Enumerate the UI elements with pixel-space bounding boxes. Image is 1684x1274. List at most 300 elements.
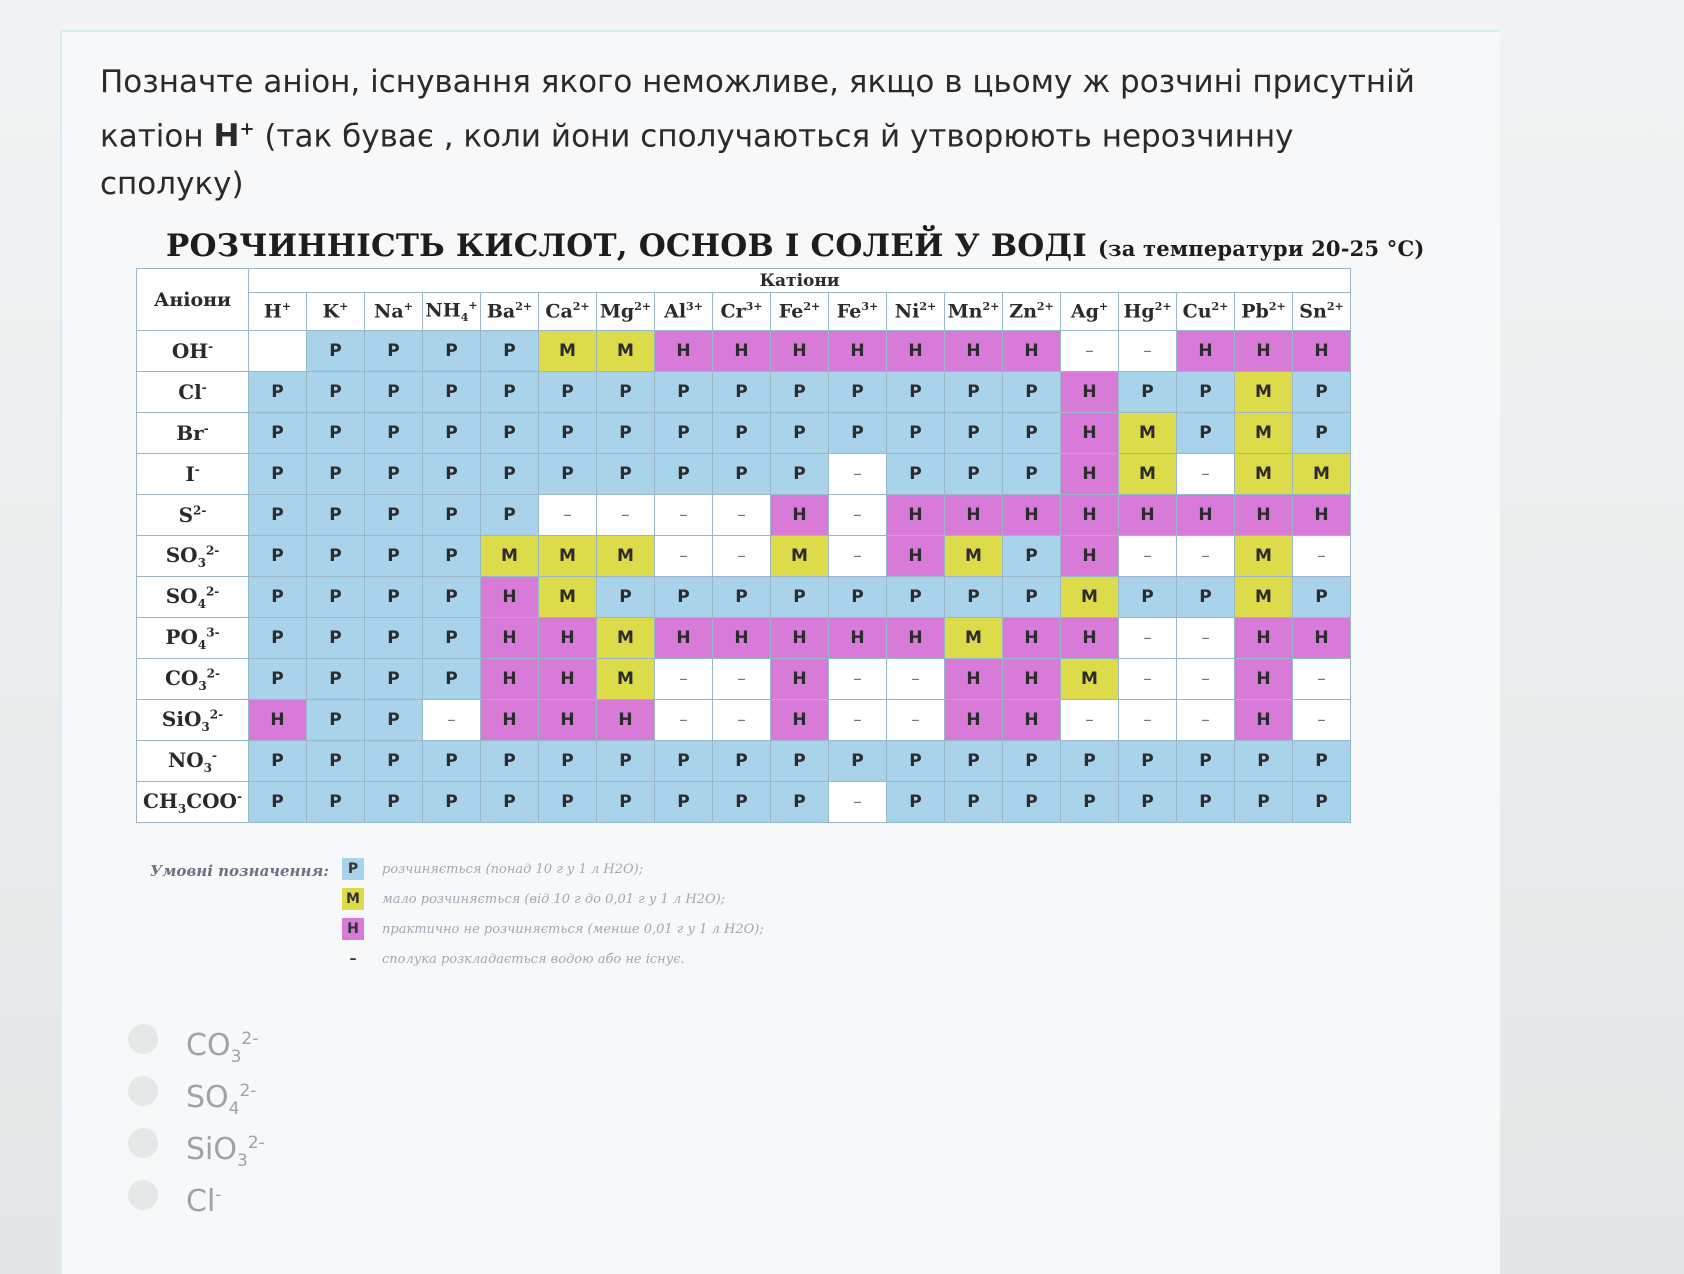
cation-header-1: K+ bbox=[307, 293, 365, 331]
solubility-cell: Н bbox=[945, 331, 1003, 372]
solubility-cell: – bbox=[713, 536, 771, 577]
legend-text: сполука розкладається водою або не існує. bbox=[382, 951, 685, 967]
solubility-table-title: РОЗЧИННІСТЬ КИСЛОТ, ОСНОВ І СОЛЕЙ У ВОДІ (за температури 20-25 °С) bbox=[166, 228, 1425, 264]
solubility-cell: Н bbox=[1177, 495, 1235, 536]
solubility-cell: Н bbox=[771, 700, 829, 741]
solubility-cell: Н bbox=[945, 700, 1003, 741]
solubility-cell: Р bbox=[307, 618, 365, 659]
solubility-cell: Н bbox=[655, 618, 713, 659]
solubility-cell: Р bbox=[887, 413, 945, 454]
solubility-cell: Р bbox=[713, 372, 771, 413]
solubility-cell: М bbox=[1293, 454, 1351, 495]
solubility-cell: – bbox=[597, 495, 655, 536]
solubility-cell: Р bbox=[423, 536, 481, 577]
cation-header-2: Na+ bbox=[365, 293, 423, 331]
solubility-cell: Р bbox=[887, 372, 945, 413]
solubility-cell: Н bbox=[539, 618, 597, 659]
legend-key: Р bbox=[342, 858, 364, 880]
solubility-cell: Р bbox=[945, 413, 1003, 454]
solubility-cell: Р bbox=[481, 331, 539, 372]
solubility-cell: Н bbox=[481, 618, 539, 659]
solubility-cell: Р bbox=[713, 741, 771, 782]
legend-item bbox=[342, 888, 725, 914]
cation-header-0: H+ bbox=[249, 293, 307, 331]
solubility-cell: Р bbox=[1003, 536, 1061, 577]
solubility-cell: Р bbox=[655, 782, 713, 823]
solubility-cell: Р bbox=[655, 741, 713, 782]
solubility-cell: – bbox=[713, 700, 771, 741]
anion-label: $PO_4^{3-}$ bbox=[137, 618, 249, 659]
solubility-cell: Р bbox=[771, 741, 829, 782]
solubility-cell: Р bbox=[365, 413, 423, 454]
solubility-cell: Р bbox=[481, 741, 539, 782]
solubility-cell: Р bbox=[713, 577, 771, 618]
solubility-cell: М bbox=[1061, 659, 1119, 700]
solubility-cell: Р bbox=[655, 454, 713, 495]
table-row bbox=[137, 413, 1351, 454]
anions-header: Аніони bbox=[137, 269, 249, 331]
anion-label: Cl- bbox=[137, 372, 249, 413]
solubility-cell: – bbox=[1293, 659, 1351, 700]
solubility-cell: Р bbox=[481, 495, 539, 536]
cation-header-12: $Mn^{2+}$ bbox=[945, 293, 1003, 331]
anion-label: $S^{2-}$ bbox=[137, 495, 249, 536]
solubility-cell: М bbox=[771, 536, 829, 577]
solubility-cell: Р bbox=[1003, 741, 1061, 782]
solubility-cell: Р bbox=[307, 659, 365, 700]
table-row bbox=[137, 495, 1351, 536]
solubility-cell: Р bbox=[655, 413, 713, 454]
solubility-cell: Р bbox=[1293, 782, 1351, 823]
solubility-cell: – bbox=[887, 659, 945, 700]
solubility-cell: Р bbox=[1235, 782, 1293, 823]
solubility-cell: Р bbox=[1177, 741, 1235, 782]
solubility-cell: Н bbox=[481, 659, 539, 700]
solubility-cell: Р bbox=[597, 741, 655, 782]
solubility-cell: Р bbox=[539, 741, 597, 782]
solubility-cell: Р bbox=[307, 782, 365, 823]
solubility-cell: Р bbox=[365, 454, 423, 495]
solubility-cell: Н bbox=[1003, 700, 1061, 741]
solubility-cell: Н bbox=[1003, 618, 1061, 659]
solubility-cell: Н bbox=[249, 700, 307, 741]
solubility-cell: Р bbox=[771, 454, 829, 495]
solubility-cell: – bbox=[1177, 700, 1235, 741]
solubility-cell: Р bbox=[771, 413, 829, 454]
anion-label: $NO_3^-$ bbox=[137, 741, 249, 782]
table-row bbox=[137, 372, 1351, 413]
solubility-cell: Р bbox=[423, 495, 481, 536]
solubility-cell: Р bbox=[1119, 577, 1177, 618]
radio-button[interactable] bbox=[128, 1076, 158, 1106]
solubility-cell: Р bbox=[1119, 782, 1177, 823]
option-label[interactable]: Cl- bbox=[186, 1184, 222, 1219]
solubility-cell: Н bbox=[887, 536, 945, 577]
anion-label: $CO_3^{2-}$ bbox=[137, 659, 249, 700]
solubility-cell: М bbox=[597, 331, 655, 372]
solubility-cell: Н bbox=[481, 700, 539, 741]
solubility-cell: Р bbox=[423, 782, 481, 823]
solubility-cell: Р bbox=[249, 536, 307, 577]
solubility-cell: Р bbox=[1177, 413, 1235, 454]
solubility-cell: М bbox=[1235, 413, 1293, 454]
cation-header-10: $Fe^{3+}$ bbox=[829, 293, 887, 331]
anion-label: SiO$_3^{2-}$ bbox=[137, 700, 249, 741]
cation-header-13: $Zn^{2+}$ bbox=[1003, 293, 1061, 331]
solubility-cell: Н bbox=[1061, 618, 1119, 659]
solubility-cell: Р bbox=[1061, 782, 1119, 823]
solubility-cell: Н bbox=[771, 618, 829, 659]
radio-button[interactable] bbox=[128, 1024, 158, 1054]
solubility-cell: Р bbox=[539, 413, 597, 454]
solubility-cell: – bbox=[713, 659, 771, 700]
solubility-cell: – bbox=[655, 536, 713, 577]
solubility-cell: Р bbox=[423, 372, 481, 413]
solubility-cell: М bbox=[597, 659, 655, 700]
solubility-cell: М bbox=[597, 618, 655, 659]
solubility-cell: Р bbox=[307, 413, 365, 454]
solubility-cell: Р bbox=[423, 659, 481, 700]
solubility-cell: Р bbox=[945, 372, 1003, 413]
solubility-cell: Р bbox=[887, 577, 945, 618]
solubility-cell: Р bbox=[1003, 454, 1061, 495]
solubility-cell: М bbox=[1235, 536, 1293, 577]
solubility-cell: – bbox=[1177, 618, 1235, 659]
anion-label: Br- bbox=[137, 413, 249, 454]
table-row bbox=[137, 331, 1351, 372]
legend-item bbox=[342, 858, 643, 884]
option-label[interactable]: SiO$_3^{2-}$ bbox=[186, 1132, 265, 1171]
solubility-cell: Р bbox=[481, 372, 539, 413]
cation-header-7: $Al^{3+}$ bbox=[655, 293, 713, 331]
question-line-2: катіон H+ (так буває , коли йони сполучаються й утворюють нерозчинну bbox=[100, 118, 1294, 155]
solubility-cell: – bbox=[539, 495, 597, 536]
solubility-cell: Н bbox=[1061, 413, 1119, 454]
solubility-cell: Р bbox=[1177, 782, 1235, 823]
solubility-cell: Н bbox=[1061, 372, 1119, 413]
legend-title: Умовні позначення: bbox=[150, 862, 329, 880]
solubility-cell: Н bbox=[829, 331, 887, 372]
solubility-cell: Р bbox=[249, 741, 307, 782]
solubility-cell: Н bbox=[655, 331, 713, 372]
solubility-cell: Р bbox=[1119, 372, 1177, 413]
solubility-cell: Р bbox=[1061, 741, 1119, 782]
anion-label: $SO_4^{2-}$ bbox=[137, 577, 249, 618]
solubility-cell: М bbox=[539, 577, 597, 618]
solubility-cell: М bbox=[597, 536, 655, 577]
cation-h: H+ bbox=[213, 118, 255, 155]
solubility-cell: – bbox=[1061, 331, 1119, 372]
table-row bbox=[137, 536, 1351, 577]
solubility-cell: Р bbox=[945, 454, 1003, 495]
solubility-cell: Р bbox=[307, 495, 365, 536]
solubility-cell: Н bbox=[1003, 495, 1061, 536]
solubility-cell: – bbox=[1119, 331, 1177, 372]
solubility-cell: Р bbox=[597, 454, 655, 495]
solubility-cell: – bbox=[829, 782, 887, 823]
solubility-cell: М bbox=[945, 536, 1003, 577]
solubility-cell: Р bbox=[481, 413, 539, 454]
solubility-cell: Р bbox=[423, 618, 481, 659]
solubility-cell: – bbox=[1119, 536, 1177, 577]
anion-label: $CH_3COO^-$ bbox=[137, 782, 249, 823]
solubility-cell: Р bbox=[307, 454, 365, 495]
solubility-cell: Р bbox=[365, 495, 423, 536]
solubility-cell: Н bbox=[887, 331, 945, 372]
solubility-cell: Р bbox=[307, 700, 365, 741]
solubility-cell: Р bbox=[423, 741, 481, 782]
solubility-cell: Н bbox=[1293, 495, 1351, 536]
solubility-cell: Р bbox=[249, 413, 307, 454]
solubility-cell: Р bbox=[365, 782, 423, 823]
solubility-cell: Р bbox=[365, 741, 423, 782]
solubility-cell: Н bbox=[771, 659, 829, 700]
solubility-cell: М bbox=[539, 331, 597, 372]
solubility-cell: Р bbox=[713, 413, 771, 454]
solubility-cell: Р bbox=[1119, 741, 1177, 782]
solubility-cell: Р bbox=[829, 372, 887, 413]
solubility-cell: – bbox=[829, 659, 887, 700]
solubility-cell: Р bbox=[1177, 372, 1235, 413]
solubility-cell: Р bbox=[829, 741, 887, 782]
solubility-cell: Р bbox=[771, 372, 829, 413]
solubility-cell: Р bbox=[539, 454, 597, 495]
solubility-table bbox=[136, 268, 1351, 823]
cation-header-16: $Cu^{2+}$ bbox=[1177, 293, 1235, 331]
solubility-cell: Р bbox=[539, 372, 597, 413]
solubility-cell: Р bbox=[887, 454, 945, 495]
solubility-cell: Р bbox=[307, 331, 365, 372]
solubility-cell: Р bbox=[365, 659, 423, 700]
solubility-cell: М bbox=[1061, 577, 1119, 618]
solubility-cell: – bbox=[887, 700, 945, 741]
solubility-cell: – bbox=[1177, 454, 1235, 495]
solubility-cell: – bbox=[829, 536, 887, 577]
solubility-cell: Р bbox=[249, 454, 307, 495]
solubility-cell: Н bbox=[597, 700, 655, 741]
cation-header-14: Ag+ bbox=[1061, 293, 1119, 331]
solubility-cell: – bbox=[713, 495, 771, 536]
solubility-cell: – bbox=[655, 659, 713, 700]
solubility-cell: Н bbox=[1061, 454, 1119, 495]
solubility-cell: Р bbox=[249, 372, 307, 413]
solubility-cell: Р bbox=[713, 782, 771, 823]
solubility-cell: Р bbox=[887, 741, 945, 782]
solubility-cell: Р bbox=[249, 618, 307, 659]
solubility-cell: М bbox=[945, 618, 1003, 659]
question-text bbox=[100, 58, 1460, 208]
solubility-cell: Р bbox=[539, 782, 597, 823]
table-row bbox=[137, 454, 1351, 495]
solubility-cell: – bbox=[655, 700, 713, 741]
solubility-cell: М bbox=[539, 536, 597, 577]
solubility-cell: Р bbox=[365, 536, 423, 577]
cation-header-17: $Pb^{2+}$ bbox=[1235, 293, 1293, 331]
solubility-cell: Р bbox=[1235, 741, 1293, 782]
legend-key: М bbox=[342, 888, 364, 910]
solubility-cell: Н bbox=[771, 495, 829, 536]
solubility-cell: – bbox=[829, 454, 887, 495]
solubility-cell: Н bbox=[1177, 331, 1235, 372]
solubility-cell: Р bbox=[1177, 577, 1235, 618]
solubility-cell: Р bbox=[423, 577, 481, 618]
solubility-cell: М bbox=[1235, 454, 1293, 495]
solubility-cell bbox=[249, 331, 307, 372]
cation-header-15: $Hg^{2+}$ bbox=[1119, 293, 1177, 331]
solubility-cell: Н bbox=[1235, 331, 1293, 372]
solubility-cell: – bbox=[1177, 536, 1235, 577]
cation-header-3: $NH_4^+$ bbox=[423, 293, 481, 331]
solubility-cell: Р bbox=[365, 331, 423, 372]
solubility-cell: Р bbox=[1003, 782, 1061, 823]
legend-key: – bbox=[349, 951, 357, 967]
solubility-cell: Н bbox=[945, 659, 1003, 700]
solubility-cell: Р bbox=[597, 577, 655, 618]
solubility-cell: Н bbox=[771, 331, 829, 372]
solubility-cell: Р bbox=[249, 782, 307, 823]
cation-header-18: $Sn^{2+}$ bbox=[1293, 293, 1351, 331]
solubility-cell: Р bbox=[655, 372, 713, 413]
legend-text: розчиняється (понад 10 г у 1 л H2O); bbox=[382, 861, 644, 877]
solubility-cell: Р bbox=[1293, 741, 1351, 782]
solubility-cell: Р bbox=[365, 372, 423, 413]
solubility-cell: М bbox=[1235, 577, 1293, 618]
cations-header: Катіони bbox=[249, 269, 1351, 293]
solubility-cell: Р bbox=[597, 372, 655, 413]
solubility-cell: Н bbox=[1119, 495, 1177, 536]
radio-button[interactable] bbox=[128, 1128, 158, 1158]
solubility-cell: Н bbox=[887, 618, 945, 659]
solubility-cell: Р bbox=[945, 782, 1003, 823]
solubility-cell: Н bbox=[713, 618, 771, 659]
solubility-cell: Р bbox=[481, 454, 539, 495]
solubility-cell: Н bbox=[1235, 700, 1293, 741]
solubility-cell: Р bbox=[249, 659, 307, 700]
solubility-cell: Р bbox=[365, 618, 423, 659]
solubility-cell: – bbox=[1293, 700, 1351, 741]
solubility-cell: Р bbox=[945, 741, 1003, 782]
solubility-cell: Н bbox=[1293, 331, 1351, 372]
solubility-cell: Н bbox=[481, 577, 539, 618]
solubility-cell: М bbox=[1119, 413, 1177, 454]
cation-header-8: $Cr^{3+}$ bbox=[713, 293, 771, 331]
solubility-cell: – bbox=[1177, 659, 1235, 700]
solubility-cell: Р bbox=[423, 331, 481, 372]
solubility-cell: Р bbox=[713, 454, 771, 495]
solubility-cell: Н bbox=[887, 495, 945, 536]
cation-header-4: $Ba^{2+}$ bbox=[481, 293, 539, 331]
solubility-cell: Н bbox=[1235, 618, 1293, 659]
solubility-cell: – bbox=[1119, 618, 1177, 659]
solubility-cell: Р bbox=[1293, 577, 1351, 618]
option-label[interactable]: $CO_3^{2-}$ bbox=[186, 1028, 259, 1067]
anion-label: I- bbox=[137, 454, 249, 495]
legend-key: Н bbox=[342, 918, 364, 940]
solubility-cell: Н bbox=[1003, 331, 1061, 372]
solubility-cell: Н bbox=[1003, 659, 1061, 700]
solubility-cell: – bbox=[655, 495, 713, 536]
solubility-cell: Н bbox=[945, 495, 1003, 536]
anion-label: $SO_3^{2-}$ bbox=[137, 536, 249, 577]
solubility-cell: – bbox=[829, 495, 887, 536]
cation-header-6: $Mg^{2+}$ bbox=[597, 293, 655, 331]
cation-header-5: $Ca^{2+}$ bbox=[539, 293, 597, 331]
table-row bbox=[137, 741, 1351, 782]
solubility-cell: Н bbox=[829, 618, 887, 659]
legend-text: мало розчиняється (від 10 г до 0,01 г у 1 л H2O); bbox=[382, 891, 726, 907]
solubility-cell: Р bbox=[597, 413, 655, 454]
solubility-cell: Р bbox=[1003, 413, 1061, 454]
anion-label: OH- bbox=[137, 331, 249, 372]
solubility-cell: Р bbox=[771, 577, 829, 618]
table-row bbox=[137, 700, 1351, 741]
solubility-cell: Р bbox=[1003, 577, 1061, 618]
legend-item bbox=[342, 948, 685, 974]
solubility-cell: Р bbox=[829, 577, 887, 618]
solubility-cell: Р bbox=[1003, 372, 1061, 413]
solubility-cell: Н bbox=[1061, 495, 1119, 536]
solubility-cell: М bbox=[481, 536, 539, 577]
solubility-cell: Р bbox=[307, 536, 365, 577]
solubility-cell: Н bbox=[539, 659, 597, 700]
solubility-cell: Н bbox=[539, 700, 597, 741]
option-label[interactable]: $SO_4^{2-}$ bbox=[186, 1080, 257, 1119]
solubility-cell: Р bbox=[597, 782, 655, 823]
solubility-cell: М bbox=[1119, 454, 1177, 495]
solubility-cell: Р bbox=[481, 782, 539, 823]
solubility-cell: Р bbox=[365, 700, 423, 741]
solubility-cell: Р bbox=[365, 577, 423, 618]
solubility-cell: Р bbox=[655, 577, 713, 618]
solubility-cell: Р bbox=[249, 577, 307, 618]
solubility-cell: – bbox=[1293, 536, 1351, 577]
question-line-3: сполуку) bbox=[100, 166, 244, 203]
table-row bbox=[137, 782, 1351, 823]
solubility-cell: М bbox=[1235, 372, 1293, 413]
solubility-cell: Р bbox=[1293, 413, 1351, 454]
solubility-cell: Р bbox=[423, 413, 481, 454]
solubility-cell: – bbox=[1119, 700, 1177, 741]
table-row bbox=[137, 577, 1351, 618]
solubility-cell: Н bbox=[1235, 659, 1293, 700]
legend-item bbox=[342, 918, 764, 944]
solubility-cell: Р bbox=[423, 454, 481, 495]
solubility-cell: – bbox=[1061, 700, 1119, 741]
solubility-cell: – bbox=[1119, 659, 1177, 700]
solubility-cell: Р bbox=[1293, 372, 1351, 413]
solubility-cell: Р bbox=[307, 577, 365, 618]
cation-header-9: $Fe^{2+}$ bbox=[771, 293, 829, 331]
solubility-cell: Р bbox=[307, 741, 365, 782]
cation-header-11: $Ni^{2+}$ bbox=[887, 293, 945, 331]
table-row bbox=[137, 618, 1351, 659]
solubility-cell: Р bbox=[887, 782, 945, 823]
solubility-cell: – bbox=[829, 700, 887, 741]
solubility-cell: Н bbox=[1293, 618, 1351, 659]
solubility-cell: Н bbox=[1235, 495, 1293, 536]
solubility-cell: Р bbox=[771, 782, 829, 823]
solubility-cell: Р bbox=[307, 372, 365, 413]
question-line-1: Позначте аніон, існування якого неможливе, якщо в цьому ж розчині присутній bbox=[100, 64, 1415, 100]
solubility-cell: Р bbox=[945, 577, 1003, 618]
solubility-cell: Р bbox=[249, 495, 307, 536]
solubility-cell: – bbox=[423, 700, 481, 741]
solubility-cell: Р bbox=[829, 413, 887, 454]
table-row bbox=[137, 659, 1351, 700]
solubility-cell: Н bbox=[1061, 536, 1119, 577]
radio-button[interactable] bbox=[128, 1180, 158, 1210]
legend-text: практично не розчиняється (менше 0,01 г у 1 л H2O); bbox=[382, 921, 764, 937]
